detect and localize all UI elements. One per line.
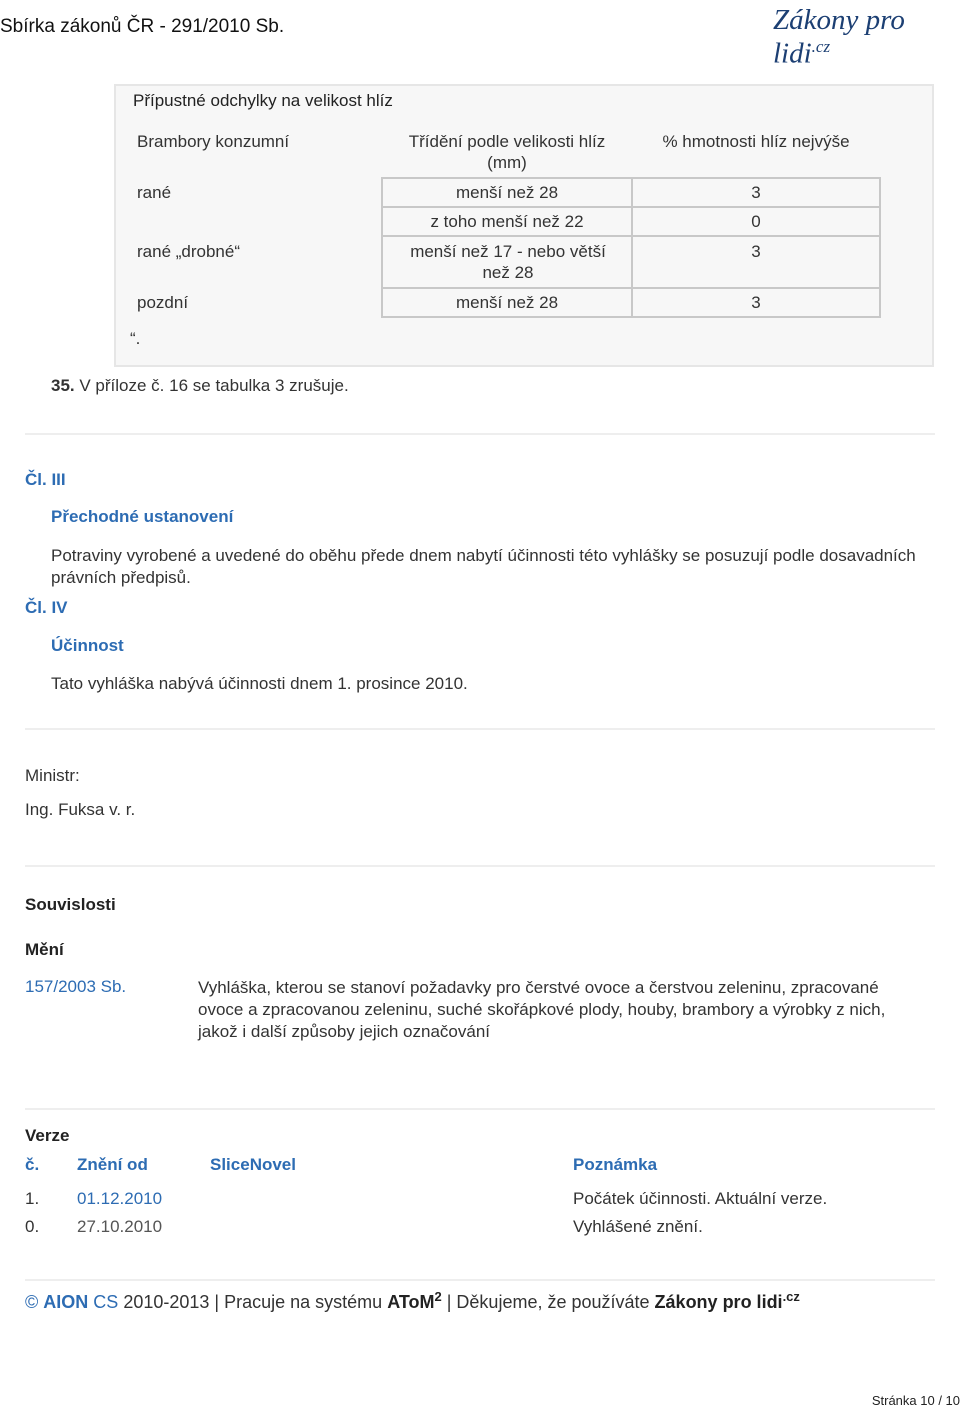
versions-col-number: č.: [25, 1155, 40, 1174]
page-number: Stránka 10 / 10: [871, 1393, 960, 1408]
amendment-number: 35.: [51, 376, 75, 395]
table-cell: 3: [751, 183, 761, 202]
amendment-point: [51, 376, 349, 396]
table-cell: rané „drobné“: [137, 242, 241, 261]
article-text: Potraviny vyrobené a uvedené do oběhu přede dnem nabytí účinnosti této vyhlášky se posuzují podle dosavadních právních předpisů.: [51, 546, 916, 587]
article-heading: Účinnost: [51, 636, 124, 655]
section-divider: [25, 1279, 935, 1281]
versions-col-slice: SliceNovel: [210, 1155, 296, 1174]
table-cell: 3: [751, 293, 761, 312]
article-text: Tato vyhláška nabývá účinnosti dnem 1. prosince 2010.: [51, 674, 468, 693]
quote-closing-mark: “.: [130, 329, 141, 348]
site-logo[interactable]: Zákony pro lidi$^{.cz}$: [773, 4, 905, 70]
footer-brand-link[interactable]: Zákony pro lidi$^{.cz}$: [654, 1289, 800, 1312]
table-cell: 0: [751, 212, 761, 231]
table-header-cell: % hmotnosti hlíz nejvýše: [662, 132, 850, 151]
table-header-cell: Brambory konzumní: [137, 132, 290, 151]
versions-title: Verze: [25, 1126, 70, 1145]
section-divider: [25, 1108, 935, 1110]
version-note: Počátek účinnosti. Aktuální verze.: [573, 1189, 828, 1208]
article-label: Čl. III: [25, 470, 66, 489]
versions-col-date: Znění od: [77, 1155, 148, 1174]
table-cell: 3: [751, 242, 761, 261]
version-date-link[interactable]: 01.12.2010: [77, 1189, 163, 1208]
table-cell: pozdní: [137, 293, 189, 312]
amendment-text: V příloze č. 16 se tabulka 3 zrušuje.: [79, 376, 349, 395]
versions-col-note: Poznámka: [573, 1155, 658, 1174]
table-cell: menší než 17 - nebo větší než 28: [410, 242, 606, 282]
document-title: Sbírka zákonů ČR - 291/2010 Sb.: [0, 16, 285, 37]
version-number: 1.: [25, 1189, 40, 1208]
table-cell: menší než 28: [455, 293, 559, 312]
signature-label: Ministr:: [25, 766, 80, 785]
table-cell: rané: [137, 183, 172, 202]
aion-link[interactable]: AION: [43, 1292, 89, 1312]
section-divider: [25, 728, 935, 730]
related-law-link[interactable]: 157/2003 Sb.: [25, 977, 127, 996]
related-law-description: Vyhláška, kterou se stanoví požadavky pro čerstvé ovoce a čerstvou zeleninu, zpracované ovoce a zpracovanou zeleninu, suché skořápkové plody, houby, brambory a výrobky z nich, jakož i další způsoby jejich označování: [198, 978, 886, 1041]
site-footer: [25, 1289, 800, 1313]
footer-thanks: | Děkujeme, že používáte: [446, 1292, 650, 1312]
article-heading: Přechodné ustanovení: [51, 507, 234, 526]
section-divider: [25, 865, 935, 867]
footer-years: 2010-2013 | Pracuje na systému: [123, 1292, 383, 1312]
atom-link[interactable]: AToM$^2$: [387, 1289, 442, 1312]
article-label: Čl. IV: [25, 598, 68, 617]
version-number: 0.: [25, 1217, 40, 1236]
copyright-icon: ©: [25, 1292, 39, 1312]
section-divider: [25, 433, 935, 435]
table-cell: menší než 28: [455, 183, 559, 202]
version-date-link[interactable]: 27.10.2010: [77, 1217, 163, 1236]
related-subtitle: Mění: [25, 940, 64, 959]
table-header-cell: Třídění podle velikosti hlíz (mm): [408, 132, 606, 172]
table-cell: z toho menší než 22: [430, 212, 584, 231]
quoted-table-title: Přípustné odchylky na velikost hlíz: [133, 91, 393, 110]
signature-name: Ing. Fuksa v. r.: [25, 800, 136, 819]
cs-link[interactable]: CS: [93, 1292, 119, 1312]
version-note: Vyhlášené znění.: [573, 1217, 703, 1236]
related-title: Souvislosti: [25, 895, 116, 914]
